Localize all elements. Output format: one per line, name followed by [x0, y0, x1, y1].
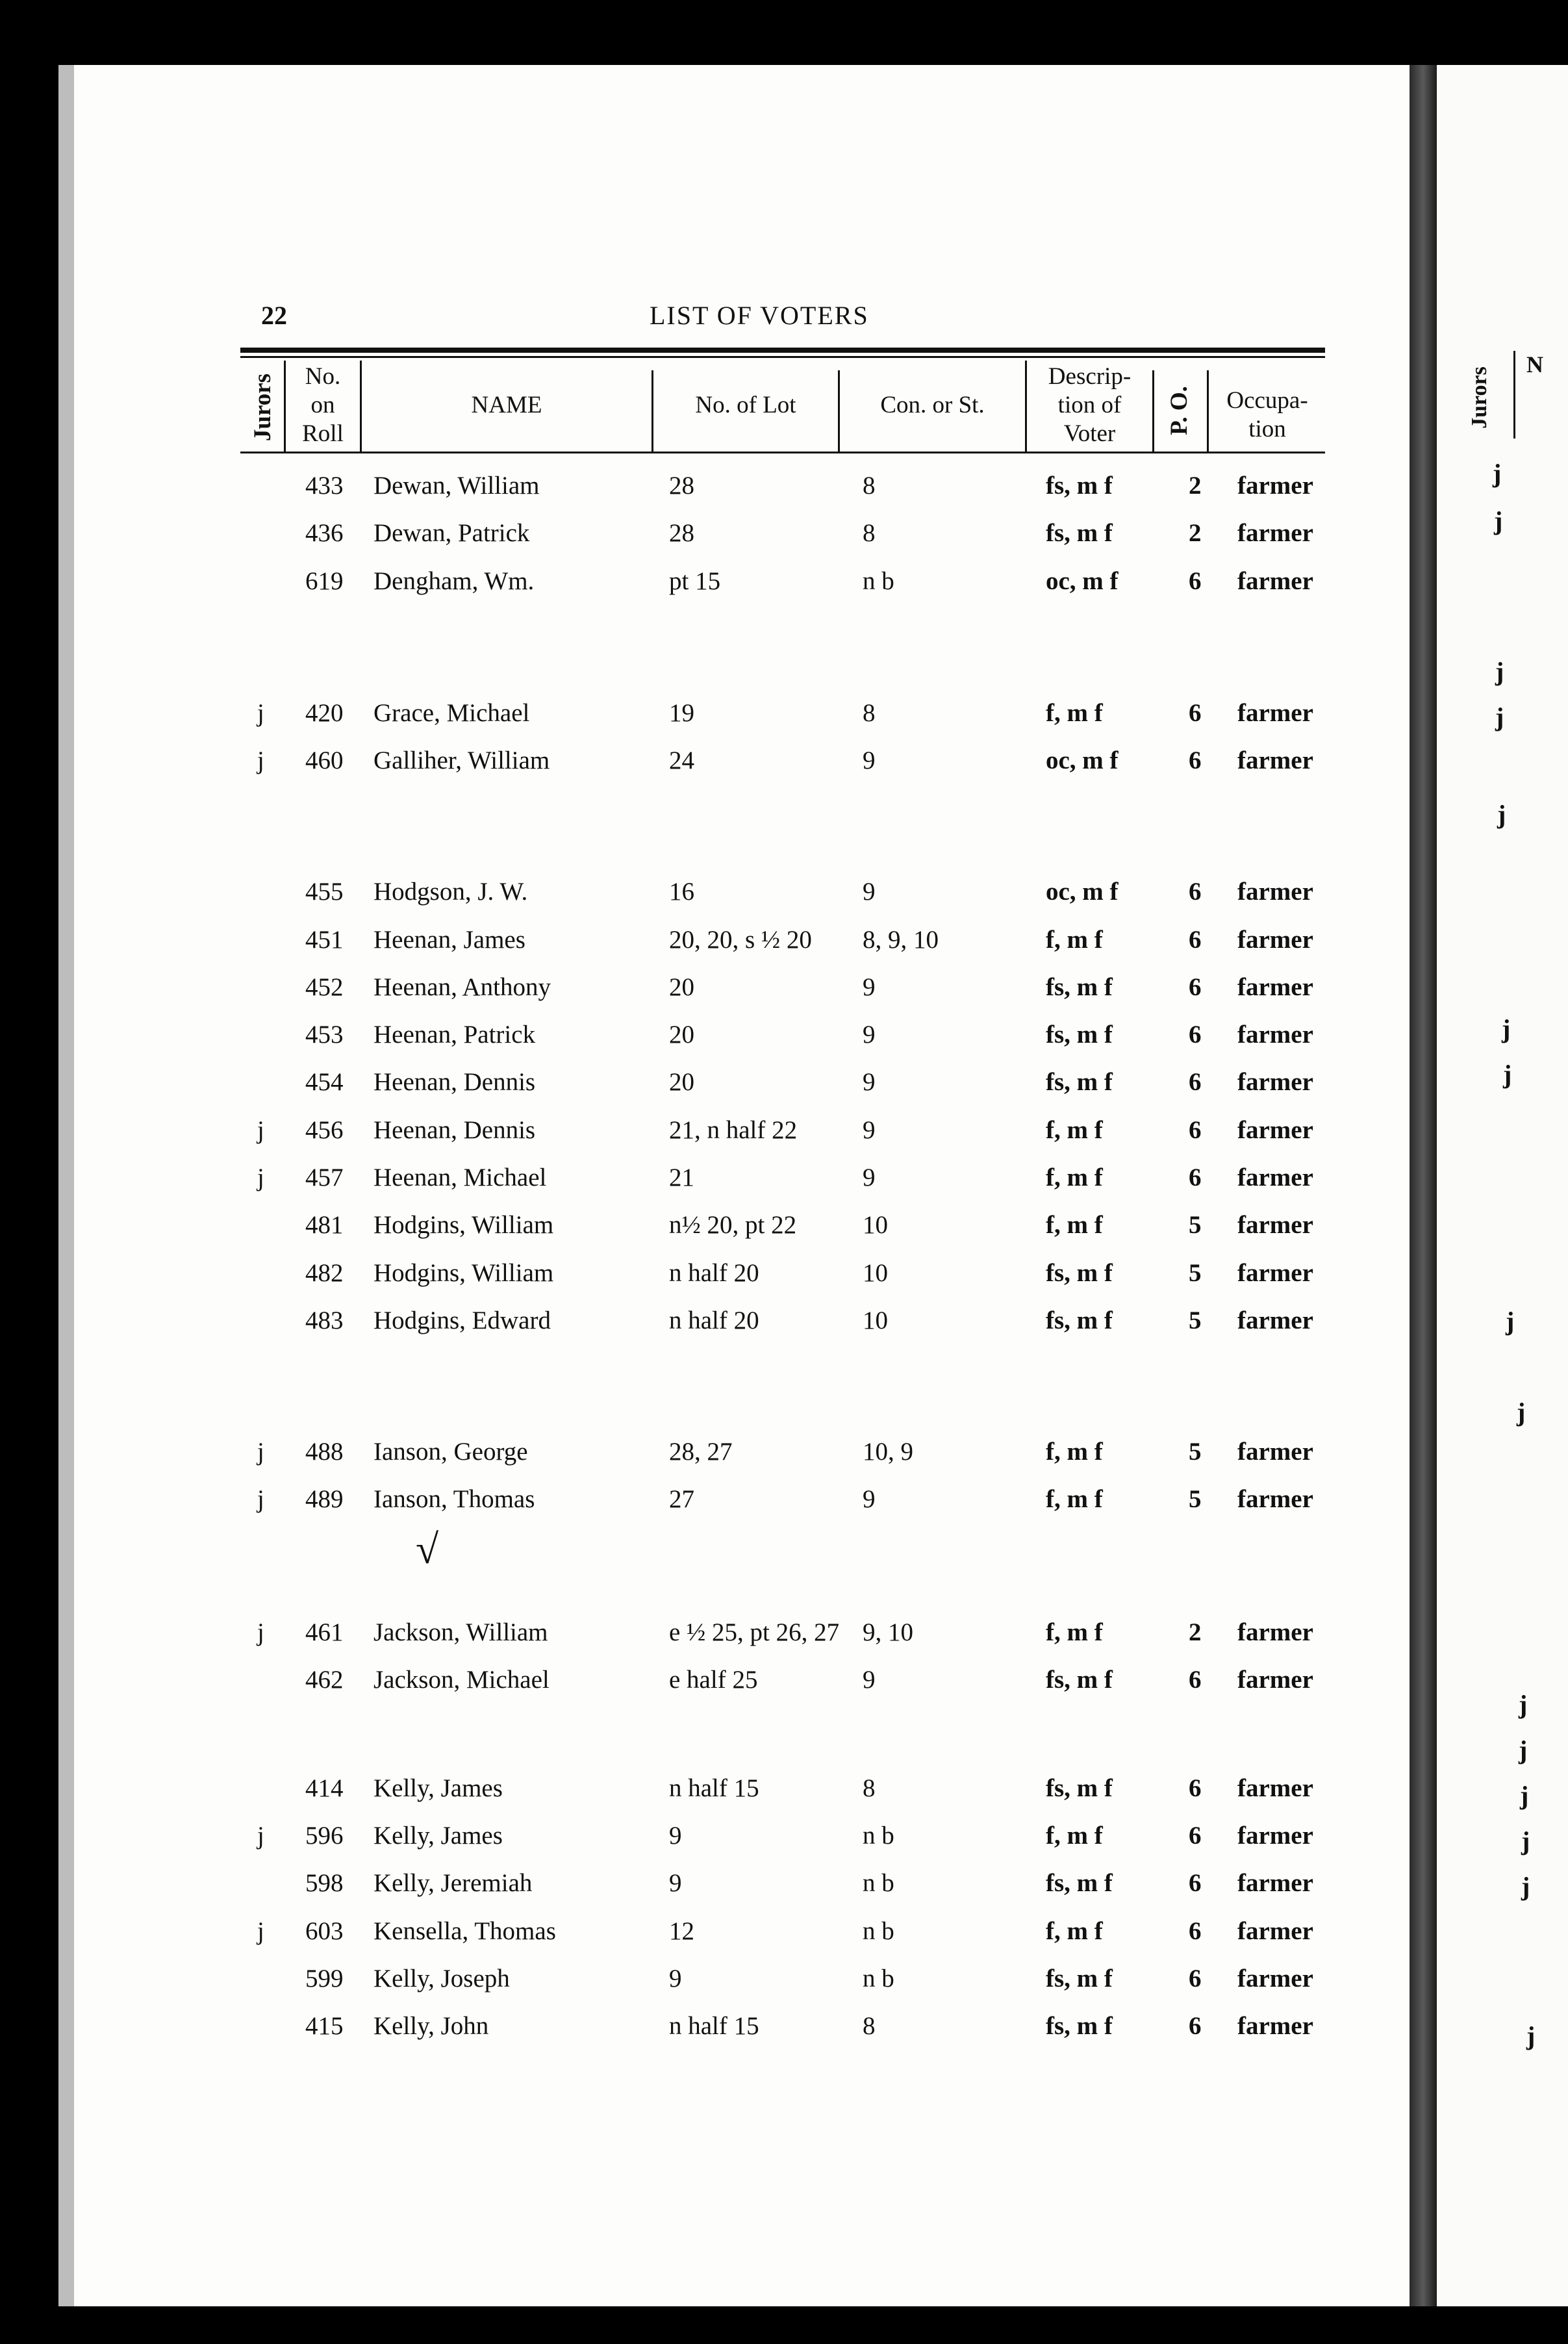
adjacent-juror-mark: j: [1526, 2021, 1536, 2050]
table-row: [0, 1917, 1568, 1962]
voter-name: Heenan, Michael: [373, 1164, 547, 1191]
occupation: farmer: [1237, 1116, 1313, 1144]
voter-description: fs, m f: [1046, 519, 1113, 547]
voter-name: Hodgins, William: [373, 1259, 554, 1287]
voter-description: oc, m f: [1046, 746, 1119, 774]
post-office: 6: [1189, 1666, 1202, 1694]
lot-number: pt 15: [669, 567, 721, 595]
voter-name: Dewan, Patrick: [373, 519, 530, 547]
occupation: farmer: [1237, 973, 1313, 1001]
voter-name: Grace, Michael: [373, 699, 530, 727]
table-row: [0, 746, 1568, 791]
occupation: farmer: [1237, 1822, 1313, 1850]
col-header-name: NAME: [471, 392, 542, 418]
occupation: farmer: [1237, 1869, 1313, 1897]
concession: n b: [863, 567, 894, 595]
occupation: farmer: [1237, 878, 1313, 906]
juror-mark: j: [257, 1917, 264, 1945]
page-number: 22: [261, 301, 287, 330]
roll-number: 489: [305, 1485, 344, 1513]
concession: 9: [863, 1068, 876, 1096]
post-office: 5: [1189, 1306, 1202, 1334]
voter-description: f, m f: [1046, 699, 1103, 727]
voter-description: f, m f: [1046, 1116, 1103, 1144]
voter-name: Kelly, John: [373, 2012, 489, 2040]
tick-mark: √: [416, 1526, 439, 1572]
concession: 9: [863, 878, 876, 906]
lot-number: 19: [669, 699, 694, 727]
lot-number: n half 20: [669, 1306, 759, 1334]
table-row: [0, 518, 1568, 564]
roll-number: 599: [305, 1965, 344, 1993]
voter-description: f, m f: [1046, 1618, 1103, 1646]
lot-number: 9: [669, 1965, 682, 1993]
roll-number: 451: [305, 926, 344, 954]
table-row: [0, 1258, 1568, 1304]
post-office: 6: [1189, 926, 1202, 954]
occupation: farmer: [1237, 1965, 1313, 1993]
post-office: 6: [1189, 746, 1202, 774]
table-row: [0, 1115, 1568, 1161]
roll-number: 483: [305, 1306, 344, 1334]
lot-number: e half 25: [669, 1666, 758, 1694]
table-row: [0, 1665, 1568, 1711]
juror-mark: j: [257, 1164, 264, 1191]
post-office: 5: [1189, 1485, 1202, 1513]
adjacent-juror-mark: j: [1517, 1397, 1526, 1427]
voter-name: Heenan, Anthony: [373, 973, 551, 1001]
table-row: [0, 1774, 1568, 1819]
post-office: 6: [1189, 1021, 1202, 1049]
concession: 9: [863, 973, 876, 1001]
post-office: 5: [1189, 1259, 1202, 1287]
col-divider: [1152, 370, 1154, 452]
voter-name: Hodgson, J. W.: [373, 878, 528, 906]
col-header-con: Con. or St.: [880, 392, 985, 418]
roll-number: 488: [305, 1438, 344, 1466]
juror-mark: j: [257, 746, 264, 774]
voter-description: fs, m f: [1046, 1965, 1113, 1993]
voter-name: Heenan, James: [373, 926, 525, 954]
lot-number: 21: [669, 1164, 694, 1191]
occupation: farmer: [1237, 1666, 1313, 1694]
roll-number: 452: [305, 973, 344, 1001]
roll-number: 455: [305, 878, 344, 906]
col-header-po: P. O.: [1166, 386, 1193, 435]
occupation: farmer: [1237, 567, 1313, 595]
adjacent-col-divider: [1513, 351, 1515, 439]
roll-number: 596: [305, 1822, 344, 1850]
voter-description: fs, m f: [1046, 1068, 1113, 1096]
lot-number: 16: [669, 878, 694, 906]
roll-number: 456: [305, 1116, 344, 1144]
roll-number: 481: [305, 1211, 344, 1239]
voter-description: f, m f: [1046, 1485, 1103, 1513]
concession: 10, 9: [863, 1438, 913, 1466]
lot-number: 9: [669, 1822, 682, 1850]
roll-number: 461: [305, 1618, 344, 1646]
post-office: 6: [1189, 1774, 1202, 1802]
concession: 8: [863, 472, 876, 500]
voter-description: fs, m f: [1046, 1259, 1113, 1287]
adjacent-col-header-jurors: Jurors: [1467, 366, 1491, 429]
roll-number: 462: [305, 1666, 344, 1694]
occupation: farmer: [1237, 519, 1313, 547]
table-row: [0, 1020, 1568, 1065]
post-office: 2: [1189, 519, 1202, 547]
occupation: farmer: [1237, 699, 1313, 727]
col-header-lot: No. of Lot: [695, 392, 796, 418]
col-divider: [1207, 370, 1209, 452]
lot-number: 20: [669, 1021, 694, 1049]
roll-number: 619: [305, 567, 344, 595]
post-office: 6: [1189, 2012, 1202, 2040]
lot-number: 20: [669, 973, 694, 1001]
voter-description: fs, m f: [1046, 1774, 1113, 1802]
adjacent-juror-mark: j: [1503, 1060, 1512, 1089]
voter-description: f, m f: [1046, 1211, 1103, 1239]
table-row: [0, 1437, 1568, 1483]
table-row: [0, 1618, 1568, 1663]
table-row: [0, 471, 1568, 516]
adjacent-juror-mark: j: [1521, 1872, 1530, 1901]
juror-mark: j: [257, 1485, 264, 1513]
lot-number: 27: [669, 1485, 694, 1513]
voter-name: Kelly, Joseph: [373, 1965, 510, 1993]
voter-name: Ianson, George: [373, 1438, 528, 1466]
adjacent-juror-mark: j: [1521, 1826, 1530, 1855]
voter-description: fs, m f: [1046, 472, 1113, 500]
occupation: farmer: [1237, 1068, 1313, 1096]
post-office: 6: [1189, 1965, 1202, 1993]
table-row: [0, 1163, 1568, 1208]
col-header-no-on-roll: No. on Roll: [302, 363, 344, 447]
voter-description: fs, m f: [1046, 2012, 1113, 2040]
concession: n b: [863, 1822, 894, 1850]
header-rule-top: [240, 348, 1325, 353]
voter-description: f, m f: [1046, 1164, 1103, 1191]
occupation: farmer: [1237, 1438, 1313, 1466]
table-row: [0, 1484, 1568, 1530]
lot-number: 28: [669, 519, 694, 547]
roll-number: 436: [305, 519, 344, 547]
voter-name: Jackson, William: [373, 1618, 548, 1646]
juror-mark: j: [257, 1438, 264, 1466]
post-office: 5: [1189, 1211, 1202, 1239]
voter-name: Hodgins, Edward: [373, 1306, 551, 1334]
voter-description: oc, m f: [1046, 878, 1119, 906]
occupation: farmer: [1237, 1917, 1313, 1945]
adjacent-juror-mark: j: [1494, 506, 1503, 535]
lot-number: 12: [669, 1917, 694, 1945]
concession: 8: [863, 1774, 876, 1802]
voter-name: Dengham, Wm.: [373, 567, 535, 595]
voter-name: Hodgins, William: [373, 1211, 554, 1239]
concession: 8, 9, 10: [863, 926, 939, 954]
occupation: farmer: [1237, 1211, 1313, 1239]
post-office: 6: [1189, 1116, 1202, 1144]
concession: 8: [863, 699, 876, 727]
lot-number: 28: [669, 472, 694, 500]
lot-number: 21, n half 22: [669, 1116, 798, 1144]
occupation: farmer: [1237, 1306, 1313, 1334]
post-office: 6: [1189, 1822, 1202, 1850]
concession: 9: [863, 746, 876, 774]
voter-name: Galliher, William: [373, 746, 550, 774]
table-row: [0, 877, 1568, 923]
occupation: farmer: [1237, 1021, 1313, 1049]
roll-number: 414: [305, 1774, 344, 1802]
concession: 8: [863, 519, 876, 547]
juror-mark: j: [257, 1116, 264, 1144]
voter-name: Heenan, Dennis: [373, 1116, 536, 1144]
post-office: 2: [1189, 1618, 1202, 1646]
juror-mark: j: [257, 1618, 264, 1646]
occupation: farmer: [1237, 1774, 1313, 1802]
post-office: 6: [1189, 1068, 1202, 1096]
roll-number: 460: [305, 746, 344, 774]
voter-description: fs, m f: [1046, 1306, 1113, 1334]
post-office: 2: [1189, 472, 1202, 500]
table-row: [0, 973, 1568, 1018]
adjacent-col-header-partial: N: [1526, 351, 1543, 377]
header-rule-top-thin: [240, 356, 1325, 358]
juror-mark: j: [257, 1822, 264, 1850]
adjacent-juror-mark: j: [1520, 1781, 1529, 1810]
roll-number: 482: [305, 1259, 344, 1287]
voter-name: Kelly, Jeremiah: [373, 1869, 533, 1897]
adjacent-juror-mark: j: [1493, 459, 1502, 488]
voter-name: Kelly, James: [373, 1774, 503, 1802]
post-office: 6: [1189, 1917, 1202, 1945]
lot-number: 20, 20, s ½ 20: [669, 926, 812, 954]
concession: 9: [863, 1021, 876, 1049]
table-row: [0, 2011, 1568, 2057]
voter-description: fs, m f: [1046, 1021, 1113, 1049]
voter-name: Kelly, James: [373, 1822, 503, 1850]
table-row: [0, 1210, 1568, 1256]
roll-number: 433: [305, 472, 344, 500]
voter-name: Kensella, Thomas: [373, 1917, 556, 1945]
concession: 10: [863, 1306, 888, 1334]
roll-number: 603: [305, 1917, 344, 1945]
table-row: [0, 698, 1568, 744]
lot-number: n half 15: [669, 1774, 759, 1802]
post-office: 6: [1189, 699, 1202, 727]
voter-description: f, m f: [1046, 1438, 1103, 1466]
occupation: farmer: [1237, 472, 1313, 500]
roll-number: 457: [305, 1164, 344, 1191]
voter-description: f, m f: [1046, 1917, 1103, 1945]
post-office: 6: [1189, 1164, 1202, 1191]
post-office: 6: [1189, 1869, 1202, 1897]
concession: n b: [863, 1869, 894, 1897]
adjacent-juror-mark: j: [1497, 800, 1506, 829]
adjacent-juror-mark: j: [1519, 1690, 1528, 1719]
table-row: [0, 567, 1568, 612]
concession: 9: [863, 1485, 876, 1513]
concession: n b: [863, 1965, 894, 1993]
concession: n b: [863, 1917, 894, 1945]
voter-name: Dewan, William: [373, 472, 540, 500]
voter-name: Jackson, Michael: [373, 1666, 550, 1694]
adjacent-juror-mark: j: [1495, 657, 1504, 686]
lot-number: 20: [669, 1068, 694, 1096]
roll-number: 454: [305, 1068, 344, 1096]
col-header-description: Descrip- tion of Voter: [1048, 363, 1132, 447]
voter-description: fs, m f: [1046, 1869, 1113, 1897]
voter-description: f, m f: [1046, 1822, 1103, 1850]
post-office: 5: [1189, 1438, 1202, 1466]
concession: 9: [863, 1116, 876, 1144]
occupation: farmer: [1237, 1485, 1313, 1513]
table-row: [0, 1868, 1568, 1914]
header-rule-bottom: [240, 452, 1325, 453]
table-row: [0, 925, 1568, 971]
lot-number: n half 20: [669, 1259, 759, 1287]
lot-number: n½ 20, pt 22: [669, 1211, 797, 1239]
concession: 10: [863, 1259, 888, 1287]
occupation: farmer: [1237, 2012, 1313, 2040]
occupation: farmer: [1237, 1259, 1313, 1287]
voter-description: fs, m f: [1046, 1666, 1113, 1694]
adjacent-juror-mark: j: [1506, 1306, 1515, 1336]
concession: 10: [863, 1211, 888, 1239]
concession: 9, 10: [863, 1618, 913, 1646]
occupation: farmer: [1237, 746, 1313, 774]
voter-name: Heenan, Dennis: [373, 1068, 536, 1096]
lot-number: e ½ 25, pt 26, 27: [669, 1618, 840, 1646]
voter-name: Ianson, Thomas: [373, 1485, 535, 1513]
post-office: 6: [1189, 973, 1202, 1001]
concession: 8: [863, 2012, 876, 2040]
adjacent-juror-mark: j: [1502, 1014, 1511, 1043]
adjacent-juror-mark: j: [1495, 702, 1504, 732]
lot-number: n half 15: [669, 2012, 759, 2040]
table-row: [0, 1821, 1568, 1866]
roll-number: 453: [305, 1021, 344, 1049]
concession: 9: [863, 1164, 876, 1191]
lot-number: 9: [669, 1869, 682, 1897]
voter-description: fs, m f: [1046, 973, 1113, 1001]
voter-description: oc, m f: [1046, 567, 1119, 595]
lot-number: 28, 27: [669, 1438, 733, 1466]
lot-number: 24: [669, 746, 694, 774]
post-office: 6: [1189, 567, 1202, 595]
page-title: LIST OF VOTERS: [650, 301, 869, 330]
table-row: [0, 1306, 1568, 1351]
roll-number: 415: [305, 2012, 344, 2040]
post-office: 6: [1189, 878, 1202, 906]
table-row: [0, 1964, 1568, 2009]
voter-description: f, m f: [1046, 926, 1103, 954]
table-row: [0, 1067, 1568, 1113]
adjacent-juror-mark: j: [1519, 1735, 1528, 1764]
occupation: farmer: [1237, 1618, 1313, 1646]
occupation: farmer: [1237, 926, 1313, 954]
juror-mark: j: [257, 699, 264, 727]
roll-number: 420: [305, 699, 344, 727]
col-header-jurors: Jurors: [249, 373, 276, 442]
voter-name: Heenan, Patrick: [373, 1021, 536, 1049]
concession: 9: [863, 1666, 876, 1694]
col-header-occupation: Occupa- tion: [1226, 387, 1308, 442]
roll-number: 598: [305, 1869, 344, 1897]
occupation: farmer: [1237, 1164, 1313, 1191]
